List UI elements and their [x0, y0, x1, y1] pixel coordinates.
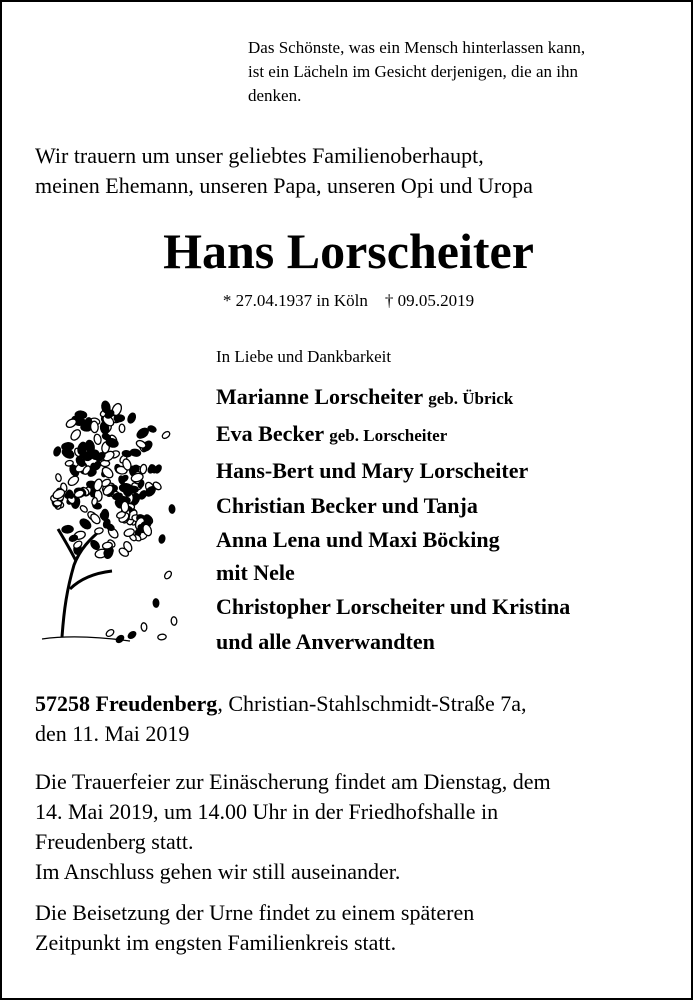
tree-leaf	[130, 448, 141, 457]
mourner-name: Eva Becker	[216, 421, 324, 446]
mourner-entry	[216, 523, 676, 589]
family-address	[35, 689, 675, 749]
mourner-entry	[216, 453, 676, 488]
address-city: 57258 Freudenberg	[35, 691, 218, 716]
tree-leaf	[127, 412, 137, 424]
mourner-entry	[216, 589, 676, 624]
ceremony-line: Freudenberg statt.	[35, 829, 194, 854]
tree-leaf	[79, 504, 88, 513]
intro-line: Wir trauern um unser geliebtes Familienoberhaupt,	[35, 143, 484, 168]
address-date: den 11. Mai 2019	[35, 721, 190, 746]
tree-leaf	[93, 478, 104, 492]
tree-leaf	[94, 527, 104, 535]
tree-leaf	[158, 634, 167, 640]
quote-line: denken.	[248, 86, 302, 105]
life-dates: * 27.04.1937 in Köln † 09.05.2019	[222, 291, 475, 310]
thanks-line: In Liebe und Dankbarkeit	[216, 347, 392, 366]
tree-leaf	[121, 501, 129, 512]
intro-line: meinen Ehemann, unseren Papa, unseren Opi und Uropa	[35, 173, 533, 198]
tree-leaf	[128, 486, 139, 494]
tree-leaf	[163, 570, 173, 580]
tree-leaf	[93, 434, 102, 445]
tree-leaf	[101, 509, 109, 520]
urn-burial-info	[35, 898, 675, 958]
tree-leaf	[153, 599, 159, 608]
mourner-entry	[216, 624, 676, 659]
memorial-quote	[248, 36, 668, 108]
mourner-entry	[216, 488, 676, 523]
burial-line: Die Beisetzung der Urne findet zu einem späteren	[35, 900, 475, 925]
tree-leaf	[90, 421, 99, 433]
tree-leaf	[69, 428, 82, 442]
mourner-name: Hans-Bert und Mary Lorscheiter	[216, 458, 529, 483]
mourner-name: Christian Becker und Tanja	[216, 493, 478, 518]
mourner-name: und alle Anverwandten	[216, 629, 435, 654]
tree-leaf	[75, 411, 87, 419]
tree-leaf	[53, 446, 62, 457]
address-line	[35, 689, 675, 719]
tree-leaf	[171, 617, 177, 626]
tree-leaf	[169, 505, 175, 514]
tree-leaf	[62, 525, 74, 533]
ceremony-line: 14. Mai 2019, um 14.00 Uhr in der Friedhofshalle in	[35, 799, 499, 824]
tree-leaf	[141, 623, 147, 632]
mourner-name: Christopher Lorscheiter und Kristina	[216, 594, 571, 619]
address-street: , Christian-Stahlschmidt-Straße 7a,	[217, 691, 527, 716]
mourner-entry	[216, 379, 676, 416]
tree-leaf	[100, 465, 114, 479]
tree-leaf	[67, 474, 81, 487]
tree-leaf	[158, 534, 165, 543]
mourning-intro	[35, 141, 675, 201]
deceased-name: Hans Lorscheiter	[163, 223, 534, 279]
tree-leaf	[105, 628, 115, 638]
quote-line: ist ein Lächeln im Gesicht derjenigen, die an ihn	[248, 62, 578, 81]
tree-leaf	[127, 630, 137, 640]
tree-leaf	[114, 415, 125, 422]
mourner-name-continued: mit Nele	[216, 560, 295, 585]
mourner-name: Anna Lena und Maxi Böcking	[216, 527, 500, 552]
tree-leaf	[55, 473, 62, 482]
mourner-maiden-name: geb. Übrick	[428, 389, 514, 408]
mourners-list	[216, 379, 676, 659]
tree-leaf	[53, 501, 61, 506]
funeral-ceremony-info	[35, 767, 675, 887]
ceremony-line: Die Trauerfeier zur Einäscherung findet am Dienstag, dem	[35, 769, 551, 794]
mourner-entry	[216, 416, 676, 453]
tree-leaf	[61, 442, 74, 451]
windblown-tree-icon	[40, 389, 180, 659]
mourner-maiden-name: geb. Lorscheiter	[329, 426, 448, 445]
tree-leaf	[115, 634, 125, 644]
quote-line: Das Schönste, was ein Mensch hinterlassen kann,	[248, 38, 586, 57]
ceremony-line: Im Anschluss gehen wir still auseinander.	[35, 859, 401, 884]
burial-line: Zeitpunkt im engsten Familienkreis statt.	[35, 930, 397, 955]
tree-leaf	[119, 424, 125, 433]
mourner-name: Marianne Lorscheiter	[216, 384, 423, 409]
tree-leaf	[161, 430, 171, 440]
